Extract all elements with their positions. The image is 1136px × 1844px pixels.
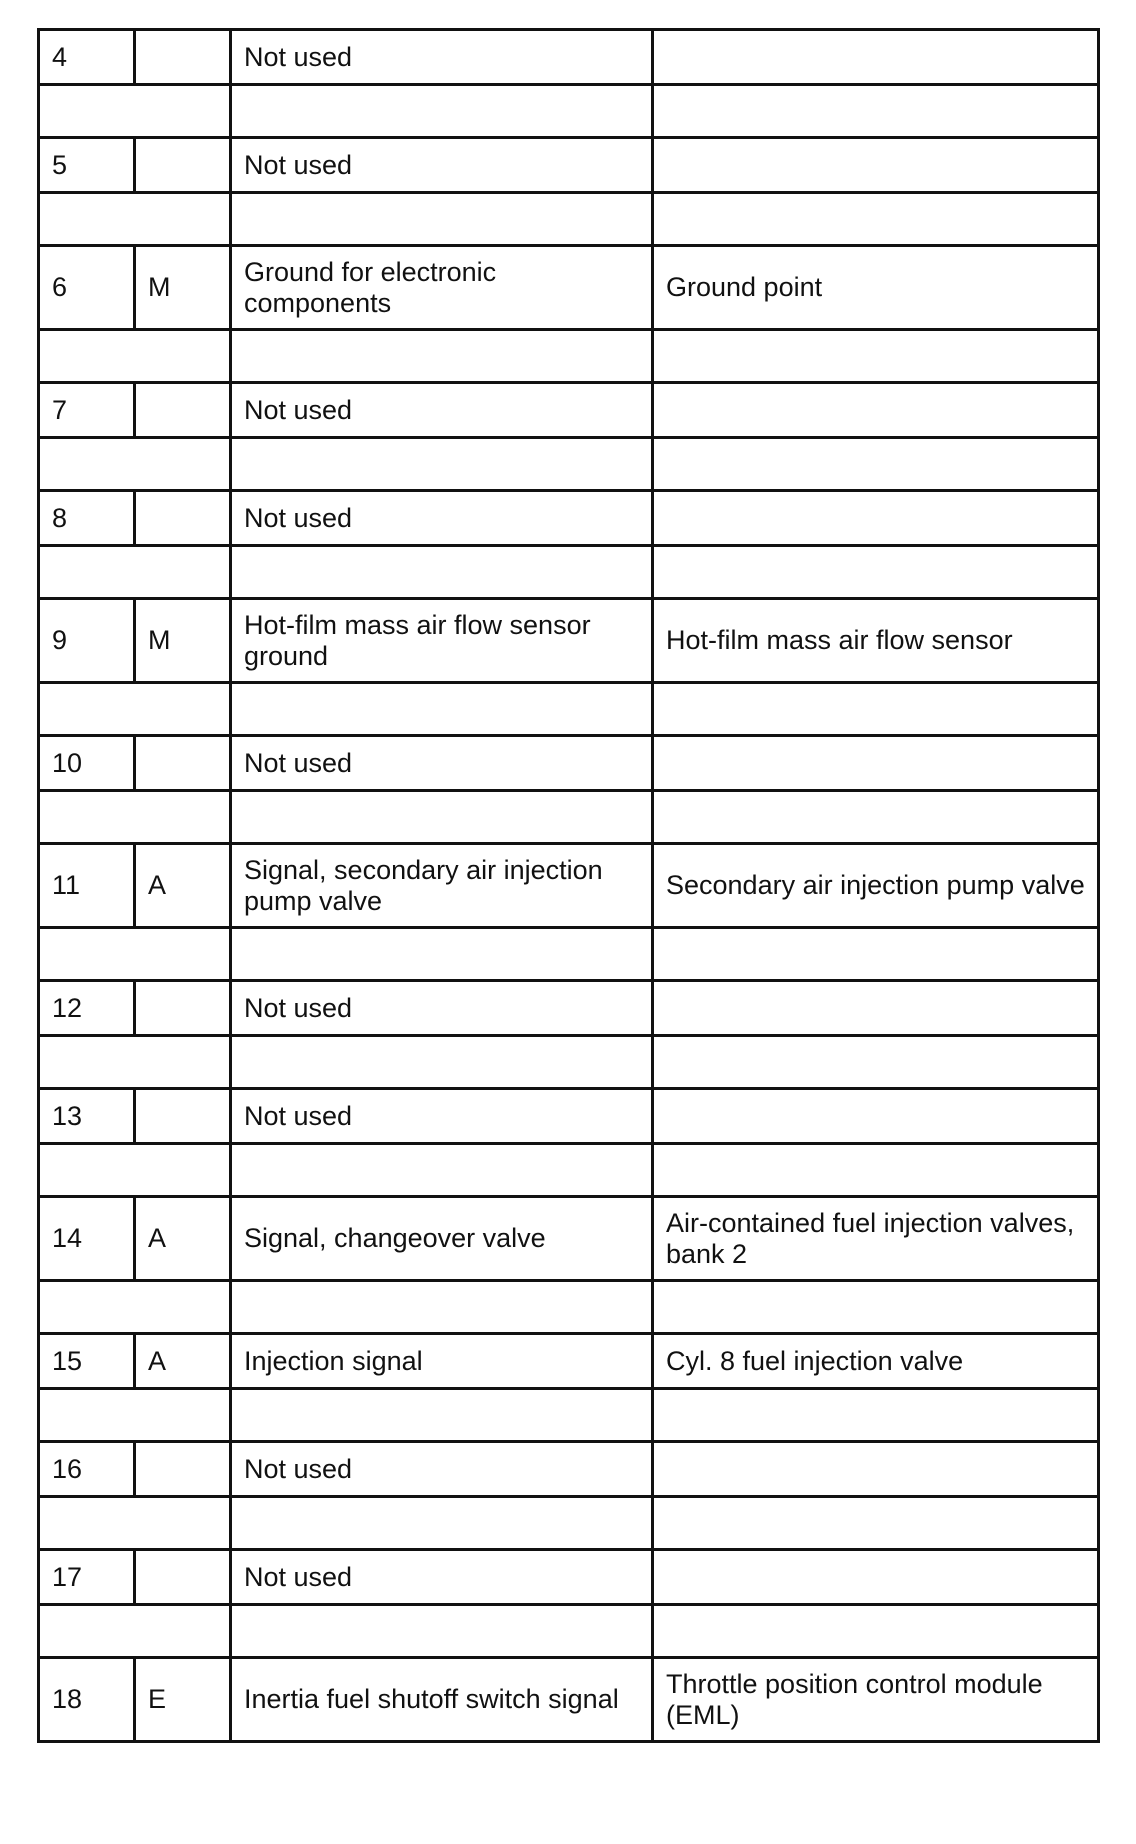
pin-description: Signal, changeover valve — [231, 1197, 653, 1281]
table-row — [39, 491, 1099, 546]
signal-type — [135, 1550, 231, 1605]
signal-type: A — [135, 844, 231, 928]
pin-component — [653, 1550, 1099, 1605]
pin-description: Hot-film mass air flow sensor ground — [231, 599, 653, 683]
pin-component: Ground point — [653, 246, 1099, 330]
pin-component: Cyl. 8 fuel injection valve — [653, 1334, 1099, 1389]
pin-number: 15 — [39, 1334, 135, 1389]
table-row — [39, 599, 1099, 683]
pin-number: 9 — [39, 599, 135, 683]
pin-description: Injection signal — [231, 1334, 653, 1389]
spacer-row — [39, 193, 1099, 246]
signal-type — [135, 138, 231, 193]
pin-number: 10 — [39, 736, 135, 791]
pin-component: Air-contained fuel injection valves, bank 2 — [653, 1197, 1099, 1281]
signal-type — [135, 1089, 231, 1144]
pin-description: Not used — [231, 491, 653, 546]
pin-number: 14 — [39, 1197, 135, 1281]
table-row — [39, 138, 1099, 193]
table-row — [39, 1658, 1099, 1742]
pin-number: 8 — [39, 491, 135, 546]
pin-description: Not used — [231, 138, 653, 193]
spacer-row — [39, 1281, 1099, 1334]
pin-component — [653, 736, 1099, 791]
spacer-row — [39, 1036, 1099, 1089]
spacer-row — [39, 1144, 1099, 1197]
spacer-row — [39, 1389, 1099, 1442]
pin-number: 17 — [39, 1550, 135, 1605]
spacer-row — [39, 438, 1099, 491]
signal-type: M — [135, 599, 231, 683]
signal-type: E — [135, 1658, 231, 1742]
signal-type: A — [135, 1334, 231, 1389]
pin-number: 18 — [39, 1658, 135, 1742]
pin-description: Not used — [231, 1442, 653, 1497]
pin-component — [653, 1442, 1099, 1497]
table-row — [39, 1550, 1099, 1605]
signal-type: A — [135, 1197, 231, 1281]
pin-number: 5 — [39, 138, 135, 193]
pin-description: Ground for electronic components — [231, 246, 653, 330]
spacer-row — [39, 791, 1099, 844]
pin-component — [653, 491, 1099, 546]
signal-type — [135, 383, 231, 438]
pin-description: Not used — [231, 736, 653, 791]
signal-type — [135, 736, 231, 791]
signal-type — [135, 30, 231, 85]
table-row — [39, 1197, 1099, 1281]
spacer-row — [39, 546, 1099, 599]
spacer-row — [39, 85, 1099, 138]
pin-description: Signal, secondary air injection pump valve — [231, 844, 653, 928]
spacer-row — [39, 928, 1099, 981]
pin-description: Not used — [231, 30, 653, 85]
pin-component — [653, 1089, 1099, 1144]
pin-number: 4 — [39, 30, 135, 85]
signal-type — [135, 491, 231, 546]
pin-component: Throttle position control module (EML) — [653, 1658, 1099, 1742]
table-row — [39, 383, 1099, 438]
pin-component: Hot-film mass air flow sensor — [653, 599, 1099, 683]
table-row — [39, 1442, 1099, 1497]
pin-assignment-table — [37, 28, 1100, 1743]
pin-number: 11 — [39, 844, 135, 928]
signal-type — [135, 981, 231, 1036]
table-row — [39, 981, 1099, 1036]
pin-component: Secondary air injection pump valve — [653, 844, 1099, 928]
pin-number: 6 — [39, 246, 135, 330]
pin-number: 12 — [39, 981, 135, 1036]
table-row — [39, 30, 1099, 85]
pin-description: Not used — [231, 1089, 653, 1144]
pin-component — [653, 383, 1099, 438]
pin-number: 13 — [39, 1089, 135, 1144]
pin-description: Not used — [231, 981, 653, 1036]
pin-component — [653, 30, 1099, 85]
spacer-row — [39, 683, 1099, 736]
table-row — [39, 736, 1099, 791]
spacer-row — [39, 1605, 1099, 1658]
pin-description: Inertia fuel shutoff switch signal — [231, 1658, 653, 1742]
table-row — [39, 246, 1099, 330]
pin-description: Not used — [231, 383, 653, 438]
signal-type — [135, 1442, 231, 1497]
pin-number: 16 — [39, 1442, 135, 1497]
table-row — [39, 1334, 1099, 1389]
pin-component — [653, 981, 1099, 1036]
spacer-row — [39, 1497, 1099, 1550]
pin-component — [653, 138, 1099, 193]
pin-number: 7 — [39, 383, 135, 438]
pin-description: Not used — [231, 1550, 653, 1605]
table-row — [39, 844, 1099, 928]
table-row — [39, 1089, 1099, 1144]
signal-type: M — [135, 246, 231, 330]
spacer-row — [39, 330, 1099, 383]
